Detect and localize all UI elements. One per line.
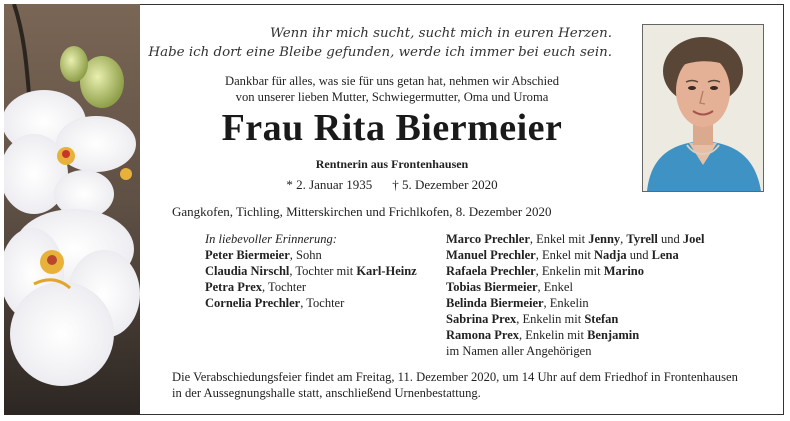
- mourner-relation: , Tochter: [300, 296, 345, 310]
- mourner-row: [446, 279, 704, 295]
- farewell-text-line-1: Dankbar für alles, was sie für uns getan hat, nehmen wir Abschied: [225, 74, 559, 88]
- mourner-relation: , Enkel mit: [535, 248, 595, 262]
- mourner-name: Belinda Biermeier: [446, 296, 544, 310]
- mourner-relation: und: [657, 232, 683, 246]
- mourner-name: Jenny: [588, 232, 621, 246]
- mourner-name: Tobias Biermeier: [446, 280, 538, 294]
- portrait-photo: [642, 24, 764, 192]
- mourners-right-column: [446, 231, 704, 359]
- mourner-name: Lena: [651, 248, 679, 262]
- mourner-relation: , Enkelin mit: [535, 264, 604, 278]
- mourner-row: [446, 231, 704, 247]
- mourner-relation: , Tochter mit: [289, 264, 357, 278]
- mourner-relation: , Enkel: [537, 280, 573, 294]
- mourner-name: Rafaela Prechler: [446, 264, 536, 278]
- mourners-left-column: [205, 231, 417, 311]
- mourner-name: Karl-Heinz: [356, 264, 417, 278]
- death-date: † 5. Dezember 2020: [392, 177, 498, 192]
- orchid-image: [4, 4, 140, 415]
- mourner-name: Marino: [603, 264, 645, 278]
- mourner-name: Ramona Prex: [446, 328, 520, 342]
- mourner-relation: , Enkel mit: [529, 232, 589, 246]
- mourners-heading: In liebevoller Erinnerung:: [205, 232, 337, 246]
- mourner-relation: , Enkelin mit: [519, 328, 588, 342]
- mourner-row: [446, 263, 704, 279]
- mourner-relation: , Tochter: [262, 280, 307, 294]
- mourner-name: Petra Prex: [205, 280, 263, 294]
- mourner-row: [205, 231, 417, 247]
- farewell-text-line-2: von unserer lieben Mutter, Schwiegermutter, Oma und Uroma: [235, 90, 549, 104]
- birth-date: * 2. Januar 1935: [286, 177, 373, 192]
- places-and-date: Gangkofen, Tichling, Mitterskirchen und Frichlkofen, 8. Dezember 2020: [172, 204, 552, 219]
- mourner-name: Stefan: [584, 312, 619, 326]
- mourner-row: [205, 247, 417, 263]
- mourner-name: Manuel Prechler: [446, 248, 536, 262]
- life-dates: [172, 177, 612, 193]
- mourner-name: Cornelia Prechler: [205, 296, 301, 310]
- mourner-row: [446, 295, 704, 311]
- mourner-name: Tyrell: [626, 232, 658, 246]
- mourner-row: [205, 295, 417, 311]
- mourner-relation: , Enkelin: [543, 296, 589, 310]
- deceased-occupation: Rentnerin aus Frontenhausen: [315, 157, 469, 171]
- mourner-name: Nadja: [594, 248, 627, 262]
- deceased-name: Frau Rita Biermeier: [221, 107, 563, 149]
- mourner-relation: , Sohn: [289, 248, 322, 262]
- motto-line-1: Wenn ihr mich sucht, sucht mich in euren Herzen.: [270, 26, 612, 41]
- ceremony-notice: [172, 369, 738, 401]
- mourner-row: [205, 263, 417, 279]
- mourner-relation: und: [626, 248, 652, 262]
- mourner-relation: ,: [620, 232, 627, 246]
- mourner-name: Peter Biermeier: [205, 248, 290, 262]
- mourner-name: Claudia Nirschl: [205, 264, 290, 278]
- mourner-row: [446, 311, 704, 327]
- mourner-row: [446, 327, 704, 343]
- ceremony-line-2: in der Aussegnungshalle statt, anschließend Urnenbestattung.: [172, 386, 481, 400]
- mourner-row: [205, 279, 417, 295]
- mourner-name: Joel: [682, 232, 705, 246]
- mourner-row: [446, 247, 704, 263]
- mourner-row: [446, 343, 704, 359]
- mourner-name: Sabrina Prex: [446, 312, 517, 326]
- mourner-name: Marco Prechler: [446, 232, 530, 246]
- mourner-relation: , Enkelin mit: [516, 312, 585, 326]
- mourner-name: Benjamin: [587, 328, 640, 342]
- mourner-relation: im Namen aller Angehörigen: [446, 344, 592, 358]
- motto-line-2: Habe ich dort eine Bleibe gefunden, werde ich immer bei euch sein.: [148, 45, 612, 60]
- ceremony-line-1: Die Verabschiedungsfeier findet am Freitag, 11. Dezember 2020, um 14 Uhr auf dem Friedhof in Frontenhausen: [172, 370, 738, 384]
